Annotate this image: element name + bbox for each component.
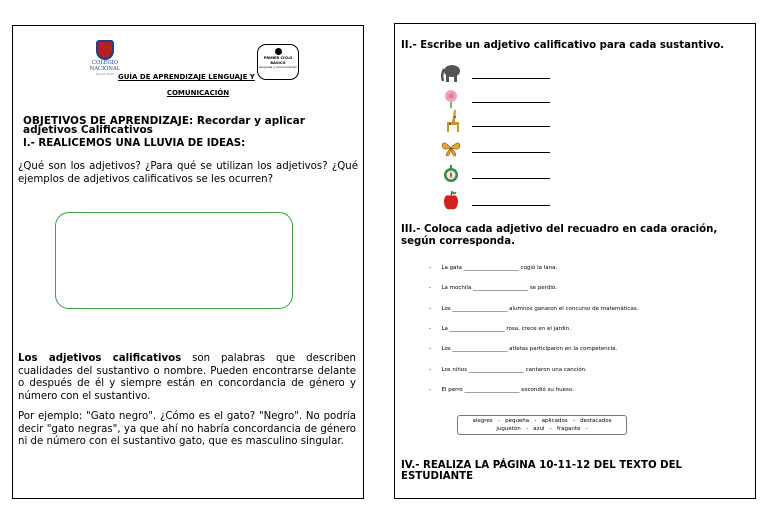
butterfly-icon bbox=[439, 137, 463, 159]
answer-line[interactable] bbox=[472, 78, 550, 79]
sentence-4: - La ____________________ rosa, crece en el jardín. bbox=[429, 326, 571, 332]
answer-line[interactable] bbox=[472, 102, 550, 103]
elephant-icon bbox=[439, 63, 463, 85]
school-logo-text: COLEGIO NACIONAL bbox=[89, 60, 121, 72]
word-bank-line1: alegres - pequeña - aplicados - destacados bbox=[472, 418, 612, 424]
sentence-7: - El perro ____________________ escondió su hueso. bbox=[429, 387, 574, 393]
worksheet-page-right bbox=[394, 23, 756, 499]
noun-row-giraffe bbox=[439, 111, 559, 133]
answer-line[interactable] bbox=[472, 178, 550, 179]
definition-text: son palabras que describen cualidades del sustantivo o nombre. Pueden encontrarse delante o después de él y siempre están en concordancia de género y número con el sustantivo. bbox=[18, 353, 357, 402]
section1-title: I.- REALICEMOS UNA LLUVIA DE IDEAS: bbox=[23, 138, 246, 149]
guide-title-line1: GUÍA DE APRENDIZAJE LENGUAJE Y bbox=[118, 73, 255, 81]
sentence-2: - La mochila ____________________ se perdió. bbox=[429, 285, 557, 291]
sentence-1: - La gata ____________________ cogió la lana. bbox=[429, 265, 558, 271]
noun-row-compass bbox=[439, 163, 559, 185]
badge-dot-icon bbox=[275, 48, 282, 55]
school-logo-sub: Desde 1923 bbox=[95, 72, 115, 76]
cycle-badge-sub: Lenguaje y Comunicación bbox=[258, 65, 298, 69]
definition-paragraph bbox=[18, 353, 356, 403]
section2-title: II.- Escribe un adjetivo calificativo para cada sustantivo. bbox=[401, 40, 725, 51]
sentence-6: - Los niños ____________________ cantaron una canción. bbox=[429, 367, 587, 373]
example-paragraph: Por ejemplo: "Gato negro". ¿Cómo es el gato? "Negro". No podría decir "gato negras", ya que ahí no habría concordancia de género ni de número con el sustantivo gato, que es masculino singular. bbox=[18, 411, 356, 447]
apple-icon bbox=[439, 190, 463, 212]
word-bank bbox=[457, 415, 627, 435]
section3-title: III.- Coloca cada adjetivo del recuadro en cada oración, según corresponda. bbox=[401, 224, 718, 247]
brainstorm-questions: ¿Qué son los adjetivos? ¿Para qué se utilizan los adjetivos? ¿Qué ejemplos de adjetivos calificativos se les ocurren? bbox=[18, 161, 358, 185]
word-bank-line2: juguetón - azul - fragante - bbox=[496, 426, 588, 432]
worksheet-page-left bbox=[12, 25, 364, 499]
noun-row-flower bbox=[439, 87, 559, 109]
definition-term: Los adjetivos calificativos bbox=[18, 353, 182, 364]
answer-line[interactable] bbox=[472, 205, 550, 206]
section4-title: IV.- REALIZA LA PÁGINA 10-11-12 DEL TEXTO DEL ESTUDIANTE bbox=[401, 460, 683, 482]
shield-icon bbox=[96, 40, 114, 60]
cycle-badge-text: PRIMER CICLO BÁSICO bbox=[263, 56, 293, 65]
answer-line[interactable] bbox=[472, 152, 550, 153]
noun-row-butterfly bbox=[439, 137, 559, 159]
learning-objectives: OBJETIVOS DE APRENDIZAJE: Recordar y aplicar adjetivos Calificativos bbox=[23, 115, 305, 136]
guide-title-line2: COMUNICACIÓN bbox=[166, 89, 230, 97]
noun-row-elephant bbox=[439, 63, 559, 85]
answer-line[interactable] bbox=[472, 126, 550, 127]
flower-icon bbox=[439, 87, 463, 109]
noun-row-apple bbox=[439, 190, 559, 212]
compass-icon bbox=[439, 163, 463, 185]
sentence-5: - Los ____________________ atletas participaron en la competencia. bbox=[429, 346, 618, 352]
brainstorm-answer-box[interactable] bbox=[55, 212, 293, 309]
giraffe-icon bbox=[439, 108, 463, 134]
sentence-3: - Los ____________________ alumnos ganaron el concurso de matemáticas. bbox=[429, 306, 639, 312]
